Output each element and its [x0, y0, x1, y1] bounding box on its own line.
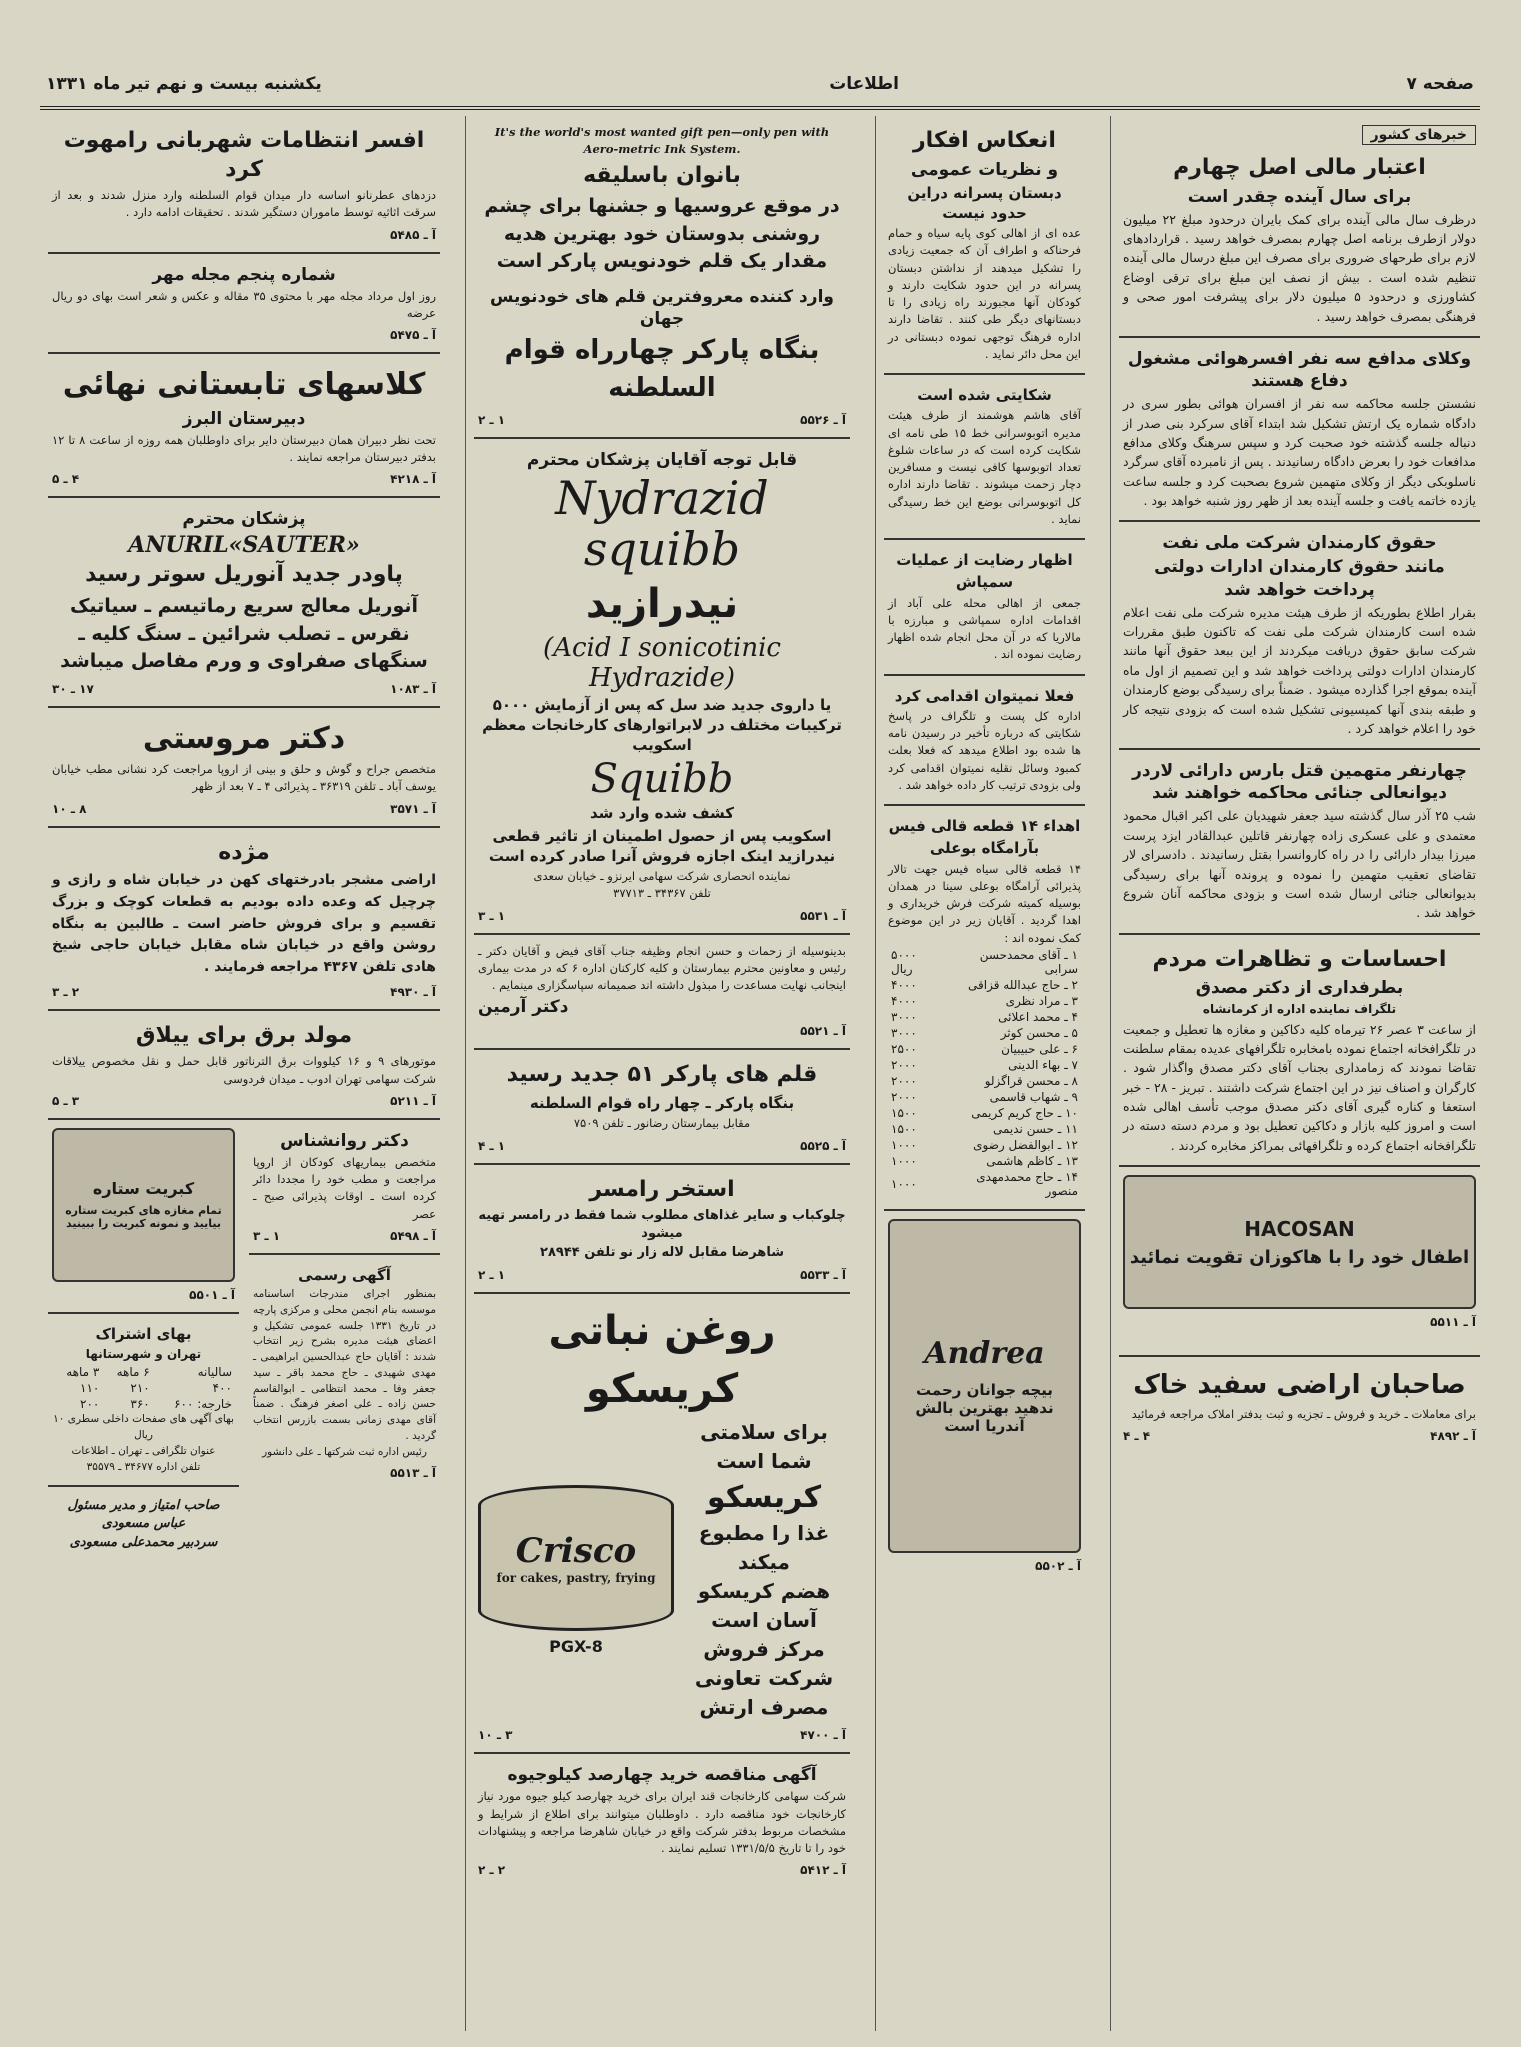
subscription-addr: عنوان تلگرافی ـ تهران ـ اطلاعات [71, 1444, 216, 1457]
column-opinions [875, 116, 1085, 2031]
sub-price: ۴۰۰ [212, 1381, 232, 1396]
article-subtitle: سمپاش [955, 573, 1014, 592]
notice-sign: رئیس اداره ثبت شرکتها ـ علی دانشور [262, 1445, 427, 1458]
ad-code: آ ـ ۱۰۸۳ [390, 681, 436, 696]
subscription-table [52, 1364, 235, 1412]
sub-price: ۲۰۰ [80, 1397, 100, 1412]
donor-name: ۸ ـ محسن قراگزلو [984, 1073, 1078, 1088]
subscription-title: بهای اشتراک [95, 1324, 192, 1343]
article-subtitle: برای سال آینده چقدر است [1187, 186, 1412, 207]
ad-title: افسر انتظامات شهربانی رامهوت کرد [63, 128, 425, 182]
article-title: چهارنفر متهمین قتل بارس دارائی لاردر دیوانعالی جنائی محاکمه خواهند شد [1132, 761, 1467, 804]
donor-name: ۹ ـ شهاب قاسمی [989, 1089, 1078, 1104]
article-dateline: تلگراف نماینده اداره از کرمانشاه [1202, 1002, 1397, 1017]
ad-body: تحت نظر دبیران همان دبیرستان دایر برای داوطلبان همه روزه از ساعت ۸ تا ۱۲ بدفتر دبیرستان مراجعه نمایند . [52, 432, 436, 465]
ad-title: کلاسهای تابستانی نهائی [62, 367, 426, 403]
article-body: اداره کل پست و تلگراف در پاسخ شکایتی که درباره تأخیر در رسیدن نامه ها شده بود اطلاع میدهد که فعلا بعلت کمبود وسائل نقلیه نمیتوان اقدامی کرد ولی بزودی ترتیب کار داده خواهد شد . [888, 708, 1081, 792]
crisco-slogan-line: مرکز فروش [703, 1637, 825, 1662]
crisco-slogan-line: کریسکو [706, 1479, 822, 1515]
sub-price [153, 1396, 235, 1412]
ad-run: ۳ ـ ۵ [52, 1093, 80, 1108]
article-body: شب ۲۵ آذر سال گذشته سید جعفر شهیدیان علی اکبر اقبال محمود معتمدی و علی عسکری زاده چهارنفر قاتلین عبدالقادر ایزد پرست میرزا بیدار دارائی را در راه کاروانسرا بقتل رسانیدند . دادسرای لار تقاضای تعقیب متهمین را نموده و پرونده آنها برای رسیدگی بدیوانعالی جنائی ارسال شده است و بزودی محاکمه آنان شروع خواهد شد . [1123, 808, 1476, 921]
sub-col-header: سالیانه [197, 1365, 232, 1380]
column-center-ads [465, 116, 850, 2031]
section-label: خبرهای کشور [1362, 125, 1476, 145]
article-body: ۱۴ قطعه قالی سیاه فیس جهت تالار پذیرائی آرامگاه بوعلی سینا در همدان بوسیله کمیته شرکت فرش خریداری و اهدا گردید . آقایان زیر در این موضوع کمک نموده اند : [888, 861, 1081, 945]
ad-code: آ ـ ۵۵۱۱ [1430, 1315, 1476, 1330]
donor-name: ۱۱ ـ حسن ندیمی [992, 1121, 1078, 1136]
sub-col-header: ۳ ماهه [66, 1365, 100, 1380]
ad-code: آ ـ ۴۸۹۲ [1430, 1428, 1476, 1443]
editor-line: سردبیر محمدعلی مسعودی [69, 1535, 218, 1551]
donor-row [888, 1089, 1081, 1105]
notice-body: بمنظور اجرای مندرجات اساسنامه موسسه بنام انجمن محلی و مرکزی پارچه در تاریخ ۱۳۳۱ جلسه عمومی تشکیل و اعضای هیئت مدیره بشرح زیر انتخاب شدند : آقایان حاج عبدالحسین ابراهیمی ـ مهدی شهیدی ـ حاج محمد باقر ـ سید جعفر وفا ـ محمد انتظامی ـ ابوالقاسم حسن زاده ـ علی اصغر فرهنگ . ضمناً آقای مهدی زمانی بسمت بازرس انتخاب گردید . [253, 1288, 436, 1442]
donor-row [888, 1041, 1081, 1057]
squibb-product-fa: نیدرازید [585, 580, 739, 627]
squibb-product-en: Nydrazid squibb [555, 471, 769, 576]
crisco-slogan-line: شرکت تعاونی مصرف ارتش [694, 1666, 834, 1720]
ad-code: آ ـ ۳۵۷۱ [390, 801, 436, 816]
parker-footer: وارد کننده معروفترین قلم های خودنویس جهان [490, 286, 834, 329]
squibb-brand: Squibb [590, 756, 734, 803]
ad-run: ۲ ـ ۳ [52, 984, 80, 999]
donor-amount: ۱۰۰۰ [891, 1153, 917, 1168]
ad-body: متخصص جراح و گوش و حلق و بینی از اروپا مراجعت کرد نشانی مطب خیابان یوسف آباد ـ تلفن ۳۶۳۱۹ ـ پذیرائی ۴ ـ ۷ بعد از ظهر [52, 762, 436, 794]
article-body: درظرف سال مالی آینده برای کمک بایران درحدود مبلغ ۲۲ میلیون دولار ازطرف برنامه اصل چهارم بمصرف خواهد رسید . قراردادهای لازم برای طرحهای ضروری برای مصرف این مبلغ درسال مالی آینده تنظیم شده است . بیش از نصف این مبلغ برای ترقی اوضاع کشاورزی و درحدود ۵ میلیون دلار برای پیشرفت امور صحی و فرهنگی بمصرف خواهد رسید . [1123, 211, 1476, 324]
donor-row [888, 977, 1081, 993]
article-title: اعتبار مالی اصل چهارم [1173, 155, 1426, 180]
article-title: اظهار رضایت از عملیات [896, 551, 1073, 570]
squibb-found: کشف شده وارد شد [589, 804, 734, 823]
donor-row [888, 1025, 1081, 1041]
andrea-brand: Andrea [924, 1336, 1045, 1372]
sub-price: ۲۱۰ [130, 1381, 150, 1396]
donor-row [888, 1057, 1081, 1073]
crisco-title: روغن نباتی کریسکو [548, 1307, 776, 1412]
crisco-pgx-code: PGX-8 [549, 1636, 603, 1656]
ad-code: آ ـ ۵۲۱۱ [390, 1093, 436, 1108]
squibb-chemical: (Acid I sonicotinic Hydrazide) [543, 632, 781, 693]
squibb-body: یا داروی جدید ضد سل که پس از آزمایش ۵۰۰۰ ترکیبات مختلف در لابراتوارهای کارخانجات معظم اسکویب [482, 695, 842, 755]
donor-amount: ۱۵۰۰ [891, 1105, 917, 1120]
ad-code: آ ـ ۵۵۲۵ [800, 1138, 846, 1153]
donor-amount: ۵۰۰۰ ریال [891, 947, 917, 976]
ad-lead: پاودر جدید آنوریل سوتر رسید [85, 562, 403, 588]
donor-amount: ۲۵۰۰ [891, 1041, 917, 1056]
donor-table [888, 947, 1081, 1199]
squibb-phone: تلفن ۳۴۳۶۷ ـ ۳۷۷۱۳ [613, 886, 711, 901]
andrea-ad-illustration [888, 1219, 1081, 1553]
ad-code: آ ـ ۵۵۲۶ [800, 413, 846, 428]
pool-title: استخر رامسر [589, 1176, 735, 1202]
ad-code: آ ـ ۴۲۱۸ [390, 472, 436, 487]
ad-title: مژده [218, 839, 270, 865]
donor-name: ۱۰ ـ حاج کریم کریمی [971, 1105, 1078, 1120]
issue-date: یکشنبه بیست و نهم تیر ماه ۱۳۳۱ [46, 74, 322, 94]
ad-intro: پزشکان محترم [182, 509, 306, 530]
donor-name: ۱۳ ـ کاظم هاشمی [986, 1153, 1078, 1168]
ad-title: صاحبان اراضی سفید خاک [1133, 1370, 1466, 1401]
ad-code: آ ـ ۵۵۳۱ [800, 908, 846, 923]
ad-body: متخصص بیماریهای کودکان از اروپا مراجعت و مطب خود را مجددا دائر کرده است ـ اوقات پذیرائی صبح ـ عصر [253, 1154, 436, 1221]
star-body: تمام مغازه های کبریت ستاره بیایید و نمونه کبریت را ببینید [65, 1204, 222, 1231]
article-title: اهداء ۱۴ قطعه قالی فیس [888, 817, 1081, 836]
ad-run: ۸ ـ ۱۰ [52, 801, 87, 816]
sub-abroad-label: خارجه: [197, 1397, 232, 1412]
squibb-agent: نماینده انحصاری شرکت سهامی ایرنزو ـ خیابان سعدی [533, 869, 791, 884]
squibb-intro: قابل توجه آقایان پزشکان محترم [526, 450, 798, 471]
hacosan-brand: HACOSAN [1244, 1216, 1355, 1241]
hacosan-ad-illustration [1123, 1175, 1476, 1309]
ad-code: آ ـ ۴۹۳۰ [390, 984, 436, 999]
donor-name: ۳ ـ مراد نظری [1005, 993, 1078, 1008]
ad-code: آ ـ ۵۴۹۸ [390, 1228, 436, 1243]
ad-body: برای معاملات ـ خرید و فروش ـ تجزیه و ثبت بدفتر املاک مراجعه فرمائید [1131, 1406, 1476, 1421]
donor-name: ۵ ـ محسن کوثر [1000, 1025, 1078, 1040]
donor-amount: ۱۵۰۰ [891, 1121, 917, 1136]
donor-name: ۶ ـ علی حبیبیان [1001, 1041, 1078, 1056]
tender-title: آگهی مناقصه خرید چهارصد کیلوجیوه [507, 1765, 817, 1786]
article-title: وکلای مدافع سه نفر افسرهوائی مشغول دفاع هستند [1127, 348, 1472, 392]
anuril-brand: ANURIL«SAUTER» [128, 532, 360, 559]
article-body: نشستن جلسه محاکمه سه نفر از افسران هوائی بطور سری در دادگاه شماره یک ارتش تشکیل شد ابتداء آقای سرکرد بنی صدر از دنباله جلسه گذشته خود صحبت کرد و سپس سرهنگ وکلای مدافع مدافعات خود را بعرض دادگاه رسانیدند . پس از نامبرده آقای سرگرد ناسلوبکی دیگر از وکلای متهمین شروع بصحبت کرد و جلسه ساعت یازده خاتمه یافت و جلسه آینده بعد از ظهر روز شنبه خواهد بود . [1123, 396, 1476, 508]
thanks-body: بدینوسیله از زحمات و حسن انجام وظیفه جناب آقای فیض و آقایان دکتر ـ رئیس و معاونین محترم بیمارستان و کلیه کارکنان اداره ۶ که در مدت بیماری اینجانب نهایت مساعدت را مبذول داشته اند صمیمانه سپاسگزاری مینمایم . [478, 943, 847, 993]
crisco-slogan-line: غذا را مطبوع میکند [698, 1521, 830, 1575]
ad-run: ۱۷ ـ ۳۰ [52, 681, 94, 696]
parker-store: بنگاه پارکر چهارراه قوام السلطنه [504, 334, 820, 403]
article-body: بقرار اطلاع بطوریکه از طرف هیئت مدیره شرکت ملی نفت اعلام شده است کارمندان شرکت ملی نفت که تاکنون طبق مقررات شرکت سابق حقوق دریافت میکردند از این ببعد حقوق آنها مانند کارمندان ادارات دولتی پرداخت خواهد شد و این تصمیم از اول ماه آینده بموقع اجرا گذارده میشود . ضمناً برای رسیدگی بوضع کارمندان و طبقه بندی آنها کمیسیونی تشکیل شده است که بزودی نتیجه کار خود را اعلام خواهد کرد . [1123, 604, 1476, 736]
donor-name: ۷ ـ بهاء الدینی [1008, 1057, 1078, 1072]
donor-row [888, 947, 1081, 977]
subscription-subtitle: تهران و شهرستانها [85, 1347, 202, 1362]
article-body: از ساعت ۳ عصر ۲۶ تیرماه کلیه دکاکین و مغازه ها تعطیل و جمعیت در تلگرافخانه اجتماع نموده بامخابره تلگرافهای عدیده بمقام سلطنت تقاضا نمودند که زمامداری بجناب آقای دکتر مصدق واگذار شود . کارگران و اصناف نیز در این اجتماع شرکت داشتند . تبریز - ۲۸ - خبر استعفا و کناره گیری آقای دکتر مصدق موجب تأسف اهالی شده است و امروز کلیه بازار و دکاکین تعطیل بود و مردم دسته دسته در تلگرافخانه اجتماع کرده و تلگرافهائی بمراکز مخابره کردند . [1123, 1021, 1477, 1153]
crisco-can-sub: for cakes, pastry, frying [496, 1570, 656, 1585]
notice-title: آگهی رسمی [298, 1265, 391, 1284]
donor-amount: ۴۰۰۰ [891, 993, 917, 1008]
crisco-slogan-line: برای سلامتی شما است [700, 1419, 828, 1473]
article-subtitle: بآرامگاه بوعلی [929, 839, 1040, 858]
crisco-slogan-line: هضم کریسکو آسان است [697, 1579, 831, 1633]
thanks-signature: دکتر آرمین [478, 997, 569, 1018]
ad-code: آ ـ ۵۴۷۵ [390, 328, 436, 343]
ad-run: ۱ ـ ۲ [478, 413, 506, 428]
ad-run: ۱ ـ ۲ [478, 1267, 506, 1282]
page-number: صفحه ۷ [1406, 74, 1474, 94]
donor-amount: ۲۰۰۰ [891, 1089, 917, 1104]
ad-body: موتورهای ۹ و ۱۶ کیلووات برق الترناتور قابل حمل و نقل مخصوص ییلاقات شرکت سهامی تهران ادوب ـ میدان فردوسی [52, 1054, 436, 1086]
column-national-news [1110, 116, 1480, 2031]
crisco-slogan-lines [682, 1418, 846, 1723]
andrea-text: بیچه جوانان رحمت ندهید بهترین بالش آندریا است [915, 1381, 1054, 1436]
parker-english-tagline: It's the world's most wanted gift pen—only pen with Aero-metric Ink System. [494, 125, 830, 157]
paper-name: اطلاعات [829, 74, 900, 94]
subscription-tel: تلفن اداره ۳۴۶۷۷ ـ ۳۵۵۷۹ [86, 1460, 201, 1473]
column-classifieds [40, 116, 440, 2031]
publisher-line: صاحب امتیاز و مدیر مسئول عباس مسعودی [67, 1498, 220, 1531]
ad-title: دکتر مروستی [142, 720, 346, 756]
article-body: جمعی از اهالی محله علی آباد از اقدامات اداره سمپاشی و مبارزه با مالاریا که در آن محل انجام شده اظهار رضایت نموده اند . [888, 595, 1081, 662]
article-title: فعلا نمیتوان اقدامی کرد [894, 686, 1075, 705]
donor-row [888, 1169, 1081, 1199]
ad-subtitle: دبیرستان البرز [182, 408, 306, 429]
tender-body: شرکت سهامی کارخانجات قند ایران برای خرید چهارصد کیلو جیوه مورد نیاز کارخانجات خود مناقصه دارد . داوطلبان میتوانند برای اطلاع از شرایط و مشخصات مربوط بدفتر شرکت واقع در خیابان شاهرضا مراجعه و پیشنهادات خود را تا تاریخ ۱۳۳۱/۵/۵ تسلیم نمایند . [478, 1789, 846, 1856]
ad-run: ۱ ـ ۴ [478, 1138, 506, 1153]
article-title: حقوق کارمندان شرکت ملی نفت [1162, 533, 1437, 554]
donor-name: ۲ ـ حاج عبدالله قزاقی [968, 977, 1078, 992]
article-title: شکایتی شده است [917, 386, 1052, 405]
ad-code: آ ـ ۴۷۰۰ [800, 1728, 846, 1743]
donor-amount: ۲۰۰۰ [891, 1057, 917, 1072]
donor-row [888, 993, 1081, 1009]
parker-handwritten: در موقع عروسیها و جشنها برای چشم روشنی بدوستان خود بهترین هدیه مقدار یک قلم خودنویس پارکر است [484, 195, 840, 273]
ad-code: آ ـ ۵۴۱۲ [800, 1863, 846, 1878]
ad-run: ۱ ـ ۳ [253, 1228, 281, 1243]
article-body: عده ای از اهالی کوی پایه سیاه و حمام فرحناکه و اطراف آن که جمعیت زیادی را تشکیل میدهند از نداشتن دبستان پسرانه در این حدود شکایت دارند و کودکان آنها مجبورند راه زیادی را تا دبستانهای دیگر طی کنند . تقاضا دارند اداره فرهنگ توجهی نموده دبستانی در این محل دائر نماید . [888, 226, 1081, 361]
squibb-body2: اسکویب پس از حصول اطمینان از تاثیر قطعی نیدرازید اینک اجازه فروش آنرا صادر کرده است [488, 826, 836, 865]
donor-amount: ۱۰۰۰ [891, 1137, 917, 1152]
ad-code: آ ـ ۵۵۰۱ [189, 1287, 235, 1302]
ad-code: آ ـ ۵۵۳۳ [800, 1267, 846, 1282]
subscription-ad-price: بهای آگهی های صفحات داخلی سطری ۱۰ ریال [53, 1413, 234, 1442]
article-body: آقای هاشم هوشمند از طرف هیئت مدیره اتوبوسرانی خط ۱۵ طی نامه ای شکایت کرده است که در ساعات شلوغ تعداد اتوبوسها کافی نیست و مسافرین دچار زحمت میشوند . تقاضا دارند اداره کل اتوبوسرانی بوضع این خط رسیدگی نماید . [888, 408, 1081, 526]
article-subtitle: بطرفداری از دکتر مصدق [1195, 978, 1404, 999]
donor-row [888, 1137, 1081, 1153]
ad-body: اراضی مشجر بادرختهای کهن در خیابان شاه و رازی و چرچیل که وعده داده بودیم به قطعات کوچک و بزرگ تقسیم و برای فروش حاضر است ـ طالبین به بنگاه روشن واقع در خیابان شاه مقابل خیابان حاجی شیخ هادی تلفن ۴۳۶۷ مراجعه فرمایند . [52, 872, 436, 976]
article-title: احساسات و تظاهرات مردم [1152, 946, 1447, 972]
article-subtitle: و نظریات عمومی [910, 159, 1059, 180]
masthead [40, 62, 1480, 110]
ad-body: روز اول مرداد مجله مهر با محتوی ۳۵ مقاله و عکس و شعر است بهای دو ریال عرضه [52, 288, 437, 321]
ad-run: ۴ ـ ۴ [1123, 1428, 1151, 1443]
donor-amount: ۲۰۰۰ [891, 1073, 917, 1088]
parker-title: بانوان باسلیقه [583, 162, 741, 188]
ad-body: دزدهای عطرنانو اساسه دار میدان قوام السلطنه وارد منزل شدند و بعد از سرقت اثاثیه توسط ماموران دستگیر شدند . تحقیقات ادامه دارد . [52, 188, 436, 220]
donor-name: ۱۲ ـ ابوالفضل رضوی [973, 1137, 1078, 1152]
pool-addr: شاهرضا مقابل لاله زار نو تلفن ۲۸۹۴۴ [540, 1245, 784, 1261]
sub-col-header: ۶ ماهه [116, 1365, 150, 1380]
donor-row [888, 1105, 1081, 1121]
donor-row [888, 1073, 1081, 1089]
star-matches-ad-illustration [52, 1128, 235, 1282]
article-title: انعکاس افکار [913, 128, 1056, 153]
donor-name: ۱ ـ آقای محمدحسن سرابی [979, 947, 1078, 976]
donor-amount: ۳۰۰۰ [891, 1025, 917, 1040]
parker2-addr: مقابل بیمارستان رضانور ـ تلفن ۷۵۰۹ [573, 1116, 751, 1131]
article-subtitle: مانند حقوق کارمندان ادارات دولتی پرداخت خواهد شد [1154, 557, 1445, 600]
sub-price: ۳۶۰ [130, 1397, 150, 1412]
crisco-can-brand: Crisco [515, 1530, 637, 1571]
article-head: دبستان پسرانه دراین حدود نیست [907, 183, 1062, 222]
crisco-can-illustration [478, 1485, 674, 1631]
ad-code: آ ـ ۵۵۰۲ [1035, 1558, 1081, 1573]
donor-row [888, 1121, 1081, 1137]
ad-title: مولد برق برای ییلاق [135, 1022, 353, 1048]
ad-body: آنوریل معالج سریع رماتیسم ـ سیاتیک نقرس ـ تصلب شرائین ـ سنگ کلیه ـ سنگهای صفراوی و ورم مفاصل میباشد [60, 595, 428, 673]
star-title: کبریت ستاره [92, 1179, 195, 1199]
donor-amount: ۱۰۰۰ [891, 1176, 917, 1191]
ad-code: آ ـ ۵۴۸۵ [390, 227, 436, 242]
donor-amount: ۳۰۰۰ [891, 1009, 917, 1024]
parker2-title: قلم های پارکر ۵۱ جدید رسید [506, 1062, 818, 1088]
sub-price: ۱۱۰ [80, 1381, 100, 1396]
ad-run: ۱ ـ ۳ [478, 908, 506, 923]
page-columns [40, 116, 1480, 2031]
donor-name: ۱۴ ـ حاج محمدمهدی منصور [976, 1169, 1078, 1198]
ad-title: شماره پنجم مجله مهر [152, 264, 336, 285]
ad-run: ۲ ـ ۲ [478, 1863, 506, 1878]
ad-run: ۳ ـ ۱۰ [478, 1728, 513, 1743]
sub-price: ۶۰۰ [174, 1397, 194, 1412]
parker2-store: بنگاه پارکر ـ چهار راه قوام السلطنه [529, 1094, 795, 1113]
ad-title: دکتر روانشناس [280, 1130, 409, 1151]
donor-name: ۴ ـ محمد اعلائی [998, 1009, 1078, 1024]
donor-amount: ۴۰۰۰ [891, 977, 917, 992]
donor-row [888, 1153, 1081, 1169]
ad-run: ۴ ـ ۵ [52, 472, 80, 487]
ad-code: آ ـ ۵۵۲۱ [800, 1024, 846, 1039]
hacosan-text: اطفال خود را با هاکوزان تقویت نمائید [1129, 1246, 1470, 1268]
pool-body: چلوکباب و سایر غذاهای مطلوب شما فقط در رامسر تهیه میشود [478, 1208, 846, 1241]
ad-code: آ ـ ۵۵۱۳ [390, 1466, 436, 1481]
donor-row [888, 1009, 1081, 1025]
